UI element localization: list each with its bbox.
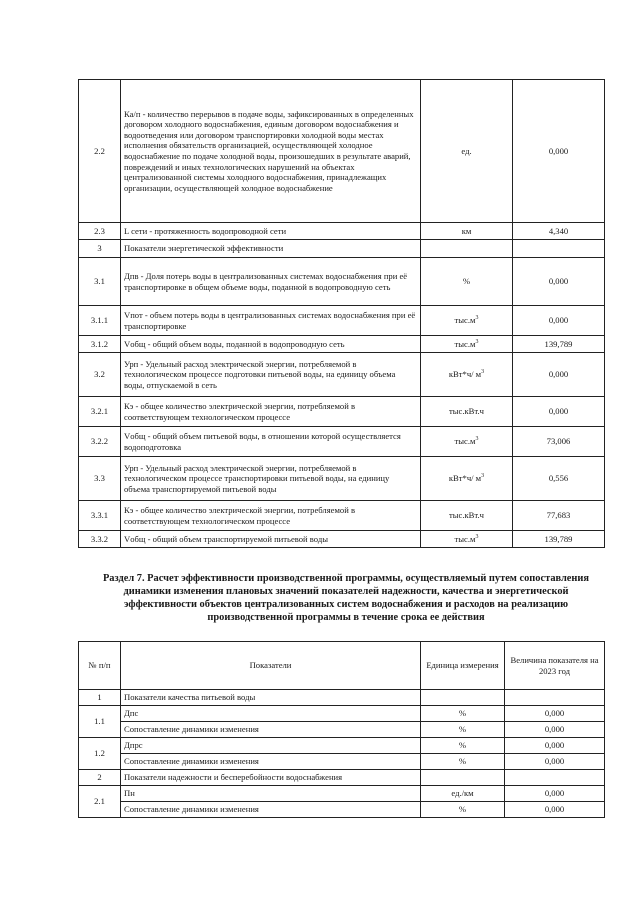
table-row bbox=[79, 80, 605, 223]
table-row bbox=[79, 457, 605, 501]
row-value bbox=[513, 240, 605, 258]
row-value: 0,000 bbox=[505, 786, 605, 802]
row-value: 0,000 bbox=[505, 706, 605, 722]
efficiency-table bbox=[78, 641, 605, 818]
row-num: 1 bbox=[79, 690, 121, 706]
row-indicator: Показатели надежности и бесперебойности водоснабжения bbox=[121, 770, 421, 786]
row-indicator: Кэ - общее количество электрической энергии, потребляемой в соответствующем технологическом процессе bbox=[121, 501, 421, 531]
row-unit bbox=[421, 336, 513, 353]
row-value: 0,000 bbox=[505, 802, 605, 818]
row-num: 3 bbox=[79, 240, 121, 258]
section-7-heading: Раздел 7. Расчет эффективности производственной программы, осуществляемый путем сопоставления динамики изменения плановых значений показателей надежности, качества и энергетической эффективности объектов централизованных систем водоснабжения и расходов на реализацию производственной программы в течение срока ее действия bbox=[102, 573, 590, 623]
table-row bbox=[79, 223, 605, 240]
header-value: Величина показателя на 2023 год bbox=[505, 642, 605, 690]
header-unit: Единица измерения bbox=[421, 642, 505, 690]
table-row bbox=[79, 786, 605, 802]
row-num: 3.1.2 bbox=[79, 336, 121, 353]
table-row bbox=[79, 501, 605, 531]
unit-superscript: 3 bbox=[475, 436, 479, 443]
row-unit: % bbox=[421, 722, 505, 738]
unit-text: кВт*ч/ м bbox=[448, 473, 482, 484]
row-value: 139,789 bbox=[513, 531, 605, 548]
table-header-row bbox=[79, 642, 605, 690]
row-value bbox=[505, 690, 605, 706]
row-unit bbox=[421, 531, 513, 548]
row-value: 0,000 bbox=[513, 397, 605, 427]
row-unit: % bbox=[421, 258, 513, 306]
row-unit: % bbox=[421, 738, 505, 754]
row-num: 3.2.2 bbox=[79, 427, 121, 457]
row-value: 0,000 bbox=[505, 722, 605, 738]
table-row bbox=[79, 706, 605, 722]
unit-text: тыс.м bbox=[454, 315, 476, 326]
row-value: 0,000 bbox=[513, 353, 605, 397]
row-unit: ед./км bbox=[421, 786, 505, 802]
row-value: 77,683 bbox=[513, 501, 605, 531]
unit-superscript: 3 bbox=[475, 533, 479, 540]
row-unit bbox=[421, 770, 505, 786]
row-unit: % bbox=[421, 802, 505, 818]
row-indicator: Пн bbox=[121, 786, 421, 802]
row-num: 3.1 bbox=[79, 258, 121, 306]
row-num: 3.3.2 bbox=[79, 531, 121, 548]
row-indicator: Сопоставление динамики изменения bbox=[121, 802, 421, 818]
table-row bbox=[79, 531, 605, 548]
row-unit bbox=[421, 353, 513, 397]
row-unit bbox=[421, 240, 513, 258]
row-indicator: Кэ - общее количество электрической энергии, потребляемой в соответствующем технологическом процессе bbox=[121, 397, 421, 427]
row-indicator: Показатели качества питьевой воды bbox=[121, 690, 421, 706]
row-indicator: L сети - протяженность водопроводной сети bbox=[121, 223, 421, 240]
table-row bbox=[79, 353, 605, 397]
row-indicator: Сопоставление динамики изменения bbox=[121, 754, 421, 770]
row-num: 3.2.1 bbox=[79, 397, 121, 427]
header-num: № п/п bbox=[79, 642, 121, 690]
row-unit: тыс.кВт.ч bbox=[421, 501, 513, 531]
row-value: 0,000 bbox=[505, 738, 605, 754]
row-unit: % bbox=[421, 754, 505, 770]
row-value: 139,789 bbox=[513, 336, 605, 353]
row-value bbox=[505, 770, 605, 786]
row-num: 2.3 bbox=[79, 223, 121, 240]
table-row bbox=[79, 770, 605, 786]
row-indicator: Vобщ - общий объем питьевой воды, в отношении которой осуществляется водоподготовка bbox=[121, 427, 421, 457]
row-indicator: Дпв - Доля потерь воды в централизованных системах водоснабжения при её транспортировке в общем объеме воды, поданной в водопроводную сеть bbox=[121, 258, 421, 306]
row-num: 3.2 bbox=[79, 353, 121, 397]
row-num: 2 bbox=[79, 770, 121, 786]
row-num: 2.1 bbox=[79, 786, 121, 818]
unit-text: кВт*ч/ м bbox=[448, 369, 482, 380]
unit-text: тыс.м bbox=[454, 338, 476, 349]
bottom-table-body bbox=[79, 690, 605, 818]
row-indicator: Vобщ - общий объем воды, поданной в водопроводную сеть bbox=[121, 336, 421, 353]
row-indicator: Дпс bbox=[121, 706, 421, 722]
row-indicator: Урп - Удельный расход электрической энергии, потребляемой в технологическом процессе транспортировки питьевой воды, на единицу объема транспортируемой питьевой воды bbox=[121, 457, 421, 501]
row-indicator: Показатели энергетической эффективности bbox=[121, 240, 421, 258]
table-row bbox=[79, 690, 605, 706]
row-unit: км bbox=[421, 223, 513, 240]
header-indicator: Показатели bbox=[121, 642, 421, 690]
row-indicator: Урп - Удельный расход электрической энергии, потребляемой в технологическом процессе подготовки питьевой воды, на единицу объема воды, отпускаемой в сеть bbox=[121, 353, 421, 397]
row-value: 0,000 bbox=[513, 80, 605, 223]
row-value: 73,006 bbox=[513, 427, 605, 457]
table-row bbox=[79, 306, 605, 336]
table-row bbox=[79, 722, 605, 738]
row-value: 0,000 bbox=[513, 258, 605, 306]
row-num: 1.2 bbox=[79, 738, 121, 770]
row-num: 1.1 bbox=[79, 706, 121, 738]
unit-text: тыс.м bbox=[454, 533, 476, 544]
row-unit bbox=[421, 457, 513, 501]
row-num: 3.3 bbox=[79, 457, 121, 501]
table-row bbox=[79, 754, 605, 770]
table-row bbox=[79, 240, 605, 258]
row-value: 4,340 bbox=[513, 223, 605, 240]
row-num: 3.3.1 bbox=[79, 501, 121, 531]
top-table-body bbox=[79, 80, 605, 548]
unit-superscript: 3 bbox=[481, 473, 485, 480]
row-unit bbox=[421, 427, 513, 457]
row-unit bbox=[421, 690, 505, 706]
row-value: 0,556 bbox=[513, 457, 605, 501]
table-row bbox=[79, 427, 605, 457]
row-num: 3.1.1 bbox=[79, 306, 121, 336]
row-value: 0,000 bbox=[513, 306, 605, 336]
table-row bbox=[79, 336, 605, 353]
unit-superscript: 3 bbox=[481, 369, 485, 376]
row-unit bbox=[421, 306, 513, 336]
row-indicator: Ка/п - количество перерывов в подаче воды, зафиксированных в определенных договором холодного водоснабжения, единым договором водоснабжения и водоотведения или договором транспортировки холодной воды местах исполнения обязательств организацией, осуществляющей холодное водоснабжение по подаче холодной воды, произошедших в результате аварий, повреждений и иных технологических нарушений на объектах централизованной системы холодного водоснабжения, принадлежащих организации, осуществляющей холодное водоснабжение bbox=[121, 80, 421, 223]
row-unit: тыс.кВт.ч bbox=[421, 397, 513, 427]
row-unit: % bbox=[421, 706, 505, 722]
unit-superscript: 3 bbox=[475, 338, 479, 345]
unit-text: тыс.м bbox=[454, 436, 476, 447]
table-row bbox=[79, 258, 605, 306]
table-row bbox=[79, 802, 605, 818]
row-indicator: Vпот - объем потерь воды в централизованных системах водоснабжения при её транспортировке bbox=[121, 306, 421, 336]
row-indicator: Сопоставление динамики изменения bbox=[121, 722, 421, 738]
row-value: 0,000 bbox=[505, 754, 605, 770]
row-indicator: Vобщ - общий объем транспортируемой питьевой воды bbox=[121, 531, 421, 548]
row-indicator: Дпрс bbox=[121, 738, 421, 754]
table-row bbox=[79, 397, 605, 427]
unit-superscript: 3 bbox=[475, 315, 479, 322]
table-row bbox=[79, 738, 605, 754]
row-num: 2.2 bbox=[79, 80, 121, 223]
indicators-table-top bbox=[78, 79, 605, 548]
row-unit: ед. bbox=[421, 80, 513, 223]
